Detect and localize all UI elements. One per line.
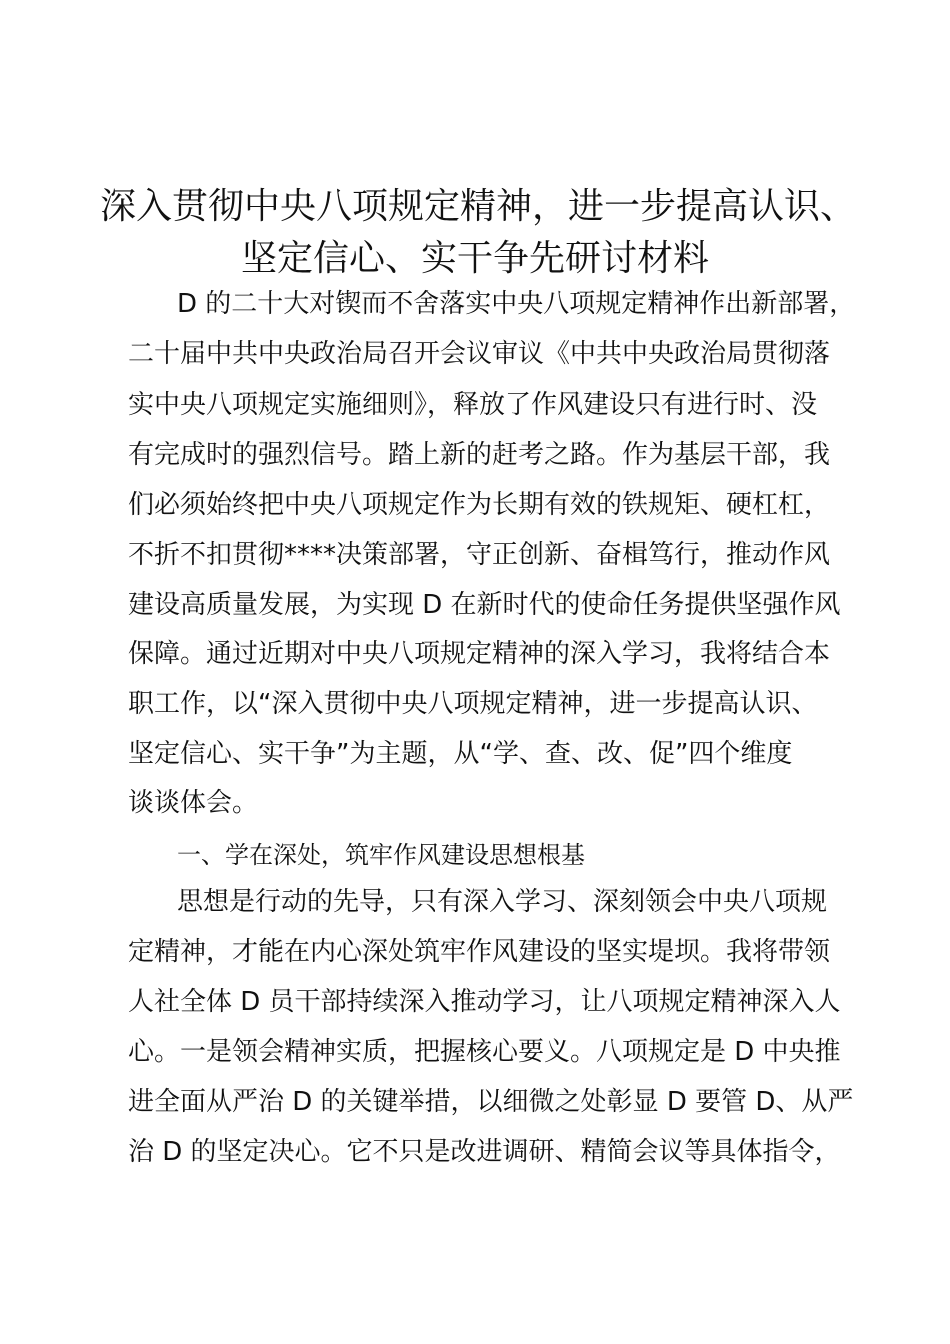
paragraph-line: 治 D 的坚定决心。它不只是改进调研、精简会议等具体指令， [128, 1137, 841, 1167]
paragraph-line: 们必须始终把中央八项规定作为长期有效的铁规矩、硬杠杠， [128, 490, 831, 520]
paragraph-line: 实中央八项规定实施细则》，释放了作风建设只有进行时、没 [128, 390, 818, 420]
document-title-line-2: 坚定信心、实干争先研讨材料 [240, 238, 709, 279]
paragraph-line: 保障。通过近期对中央八项规定精神的深入学习，我将结合本 [128, 639, 831, 669]
paragraph-line: 建设高质量发展，为实现 D 在新时代的使命任务提供坚强作风 [128, 590, 841, 620]
paragraph-line: 职工作，以“深入贯彻中央八项规定精神，进一步提高认识、 [128, 689, 818, 719]
paragraph-line: 坚定信心、实干争”为主题，从“学、查、改、促”四个维度 [128, 739, 793, 769]
paragraph-line: 心。一是领会精神实质，把握核心要义。八项规定是 D 中央推 [128, 1037, 841, 1067]
paragraph-line: 不折不扣贯彻****决策部署，守正创新、奋楫笃行，推动作风 [128, 540, 831, 570]
paragraph-line: 有完成时的强烈信号。踏上新的赶考之路。作为基层干部，我 [128, 440, 831, 470]
paragraph-line: 定精神，才能在内心深处筑牢作风建设的坚实堤坝。我将带领 [128, 937, 831, 967]
paragraph-line: 进全面从严治 D 的关键举措，以细微之处彰显 D 要管 D、从严 [128, 1087, 854, 1117]
document-title-line-1: 深入贯彻中央八项规定精神，进一步提高认识、 [100, 186, 857, 227]
paragraph-line: 人社全体 D 员干部持续深入推动学习，让八项规定精神深入人 [128, 987, 841, 1017]
paragraph-line: 谈谈体会。 [128, 788, 259, 818]
paragraph-line: 思想是行动的先导，只有深入学习、深刻领会中央八项规 [177, 887, 828, 917]
section-heading: 一、学在深处，筑牢作风建设思想根基 [177, 841, 585, 869]
paragraph-line: 二十届中共中央政治局召开会议审议《中共中央政治局贯彻落 [128, 339, 831, 369]
paragraph-line: D 的二十大对锲而不舍落实中央八项规定精神作出新部署， [177, 289, 856, 319]
